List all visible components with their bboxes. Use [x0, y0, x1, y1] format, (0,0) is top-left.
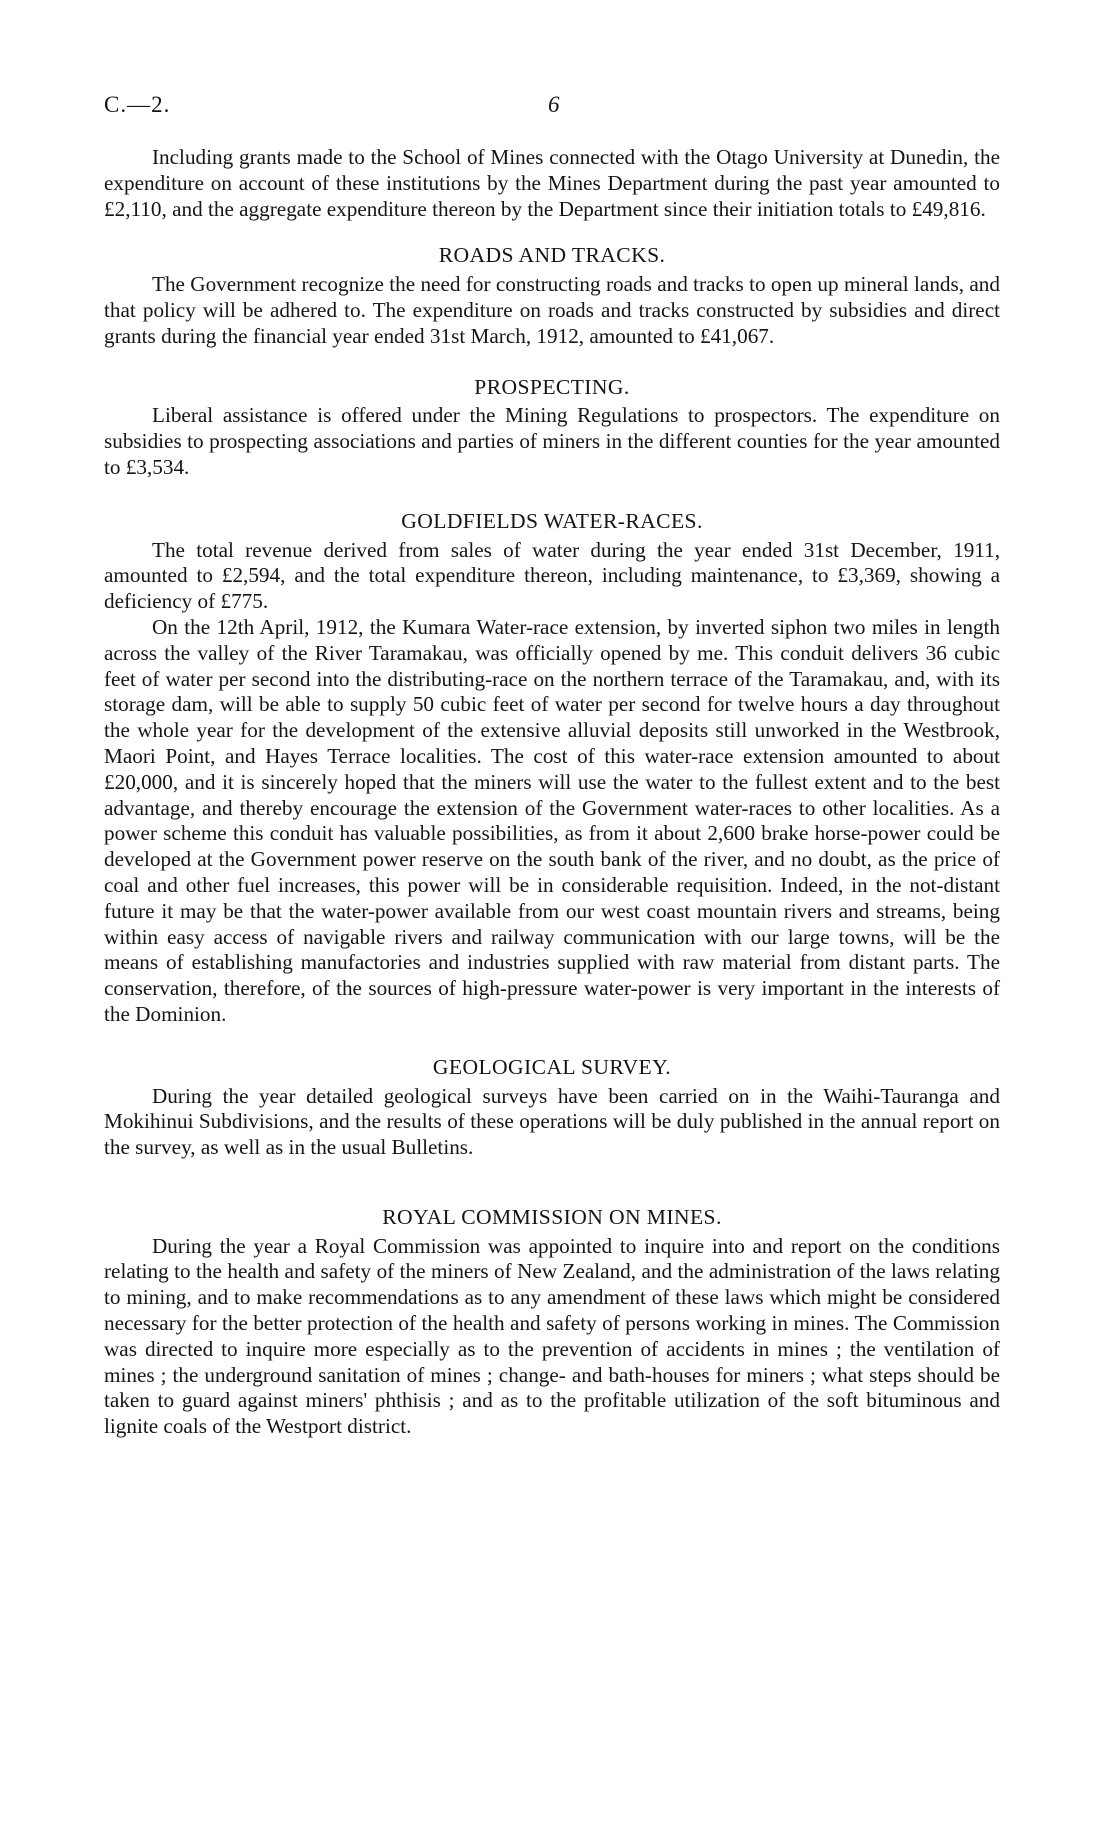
school-of-mines-paragraph: Including grants made to the School of Mines connected with the Otago University at Dunedin, the expenditure on account of these institutions by the Mines Department during the past year amounted to £2,110, and the aggregate expenditure thereon by the Department since their initiation totals to £49,816.: [104, 145, 1000, 221]
kumara-extension-paragraph: On the 12th April, 1912, the Kumara Water-race extension, by inverted siphon two miles in length across the valley of the River Taramakau, was officially opened by me. This conduit delivers 36 cubic feet of water per second into the distributing-race on the northern terrace of the Taramakau, and, with its storage dam, will be able to supply 50 cubic feet of water per second for twelve hours a day throughout the whole year for the development of the extensive alluvial deposits still unworked in the Westbrook, Maori Point, and Hayes Terrace localities. The cost of this water-race extension amounted to about £20,000, and it is sincerely hoped that the miners will use the water to the fullest extent and to the best advantage, and thereby encourage the extension of the Government water-races to other localities. As a power scheme this conduit has valuable possibilities, as from it about 2,600 brake horse-power could be developed at the Government power reserve on the south bank of the river, and no doubt, as the price of coal and other fuel increases, this power will be in considerable requisition. Indeed, in the not-distant future it may be that the water-power available from our west coast mountain rivers and streams, being within easy access of navigable rivers and railway communication with our large towns, will be the means of establishing manufactories and industries supplied with raw material from distant parts. The conservation, therefore, of the sources of high-pressure water-power is very important in the interests of the Dominion.: [104, 614, 1000, 1026]
section-royal-commission: [104, 1205, 1000, 1440]
document-reference: C.—2.: [104, 92, 171, 117]
prospecting-heading: PROSPECTING.: [474, 374, 630, 399]
section-school-of-mines: [104, 145, 1000, 222]
section-goldfields-water-races: [104, 509, 1000, 1028]
royal-commission-paragraph: During the year a Royal Commission was appointed to inquire into and report on the conditions relating to the health and safety of the miners of New Zealand, and the administration of the laws relating to mining, and to make recommendations as to any amendment of these laws which might be considered necessary for the better protection of the health and safety of persons working in mines. The Commission was directed to inquire more especially as to the prevention of accidents in mines ; the ventilation of mines ; the underground sanitation of mines ; change- and bath-houses for miners ; what steps should be taken to guard against miners' phthisis ; and as to the profitable utilization of the soft bituminous and lignite coals of the Westport district.: [104, 1233, 1000, 1439]
roads-paragraph: The Government recognize the need for constructing roads and tracks to open up mineral lands, and that policy will be adhered to. The expenditure on roads and tracks constructed by subsidies and direct grants during the financial year ended 31st March, 1912, amounted to £41,067.: [104, 272, 1000, 348]
geological-paragraph: During the year detailed geological surveys have been carried on in the Waihi-Tauranga and Mokihinui Subdivisions, and the results of these operations will be duly published in the annual report on the survey, as well as in the usual Bulletins.: [104, 1083, 1000, 1160]
royal-commission-heading: ROYAL COMMISSION ON MINES.: [382, 1204, 722, 1229]
prospecting-paragraph: Liberal assistance is offered under the Mining Regulations to prospectors. The expenditure on subsidies to prospecting associations and parties of miners in the different counties for the year amounted to £3,534.: [104, 403, 1000, 479]
water-races-revenue-paragraph: The total revenue derived from sales of water during the year ended 31st December, 1911, amounted to £2,594, and the total expenditure thereon, including maintenance, to £3,369, showing a deficiency of £775.: [104, 537, 1000, 614]
roads-heading: ROADS AND TRACKS.: [438, 243, 666, 268]
running-header: [104, 92, 1000, 122]
page-number: 6: [548, 92, 560, 117]
section-geological-survey: [104, 1055, 1000, 1161]
water-races-heading: GOLDFIELDS WATER-RACES.: [401, 508, 703, 533]
section-roads-and-tracks: [104, 243, 1000, 349]
section-prospecting: [104, 375, 1000, 481]
body-text: [104, 145, 1000, 1440]
geological-heading: GEOLOGICAL SURVEY.: [432, 1054, 672, 1079]
